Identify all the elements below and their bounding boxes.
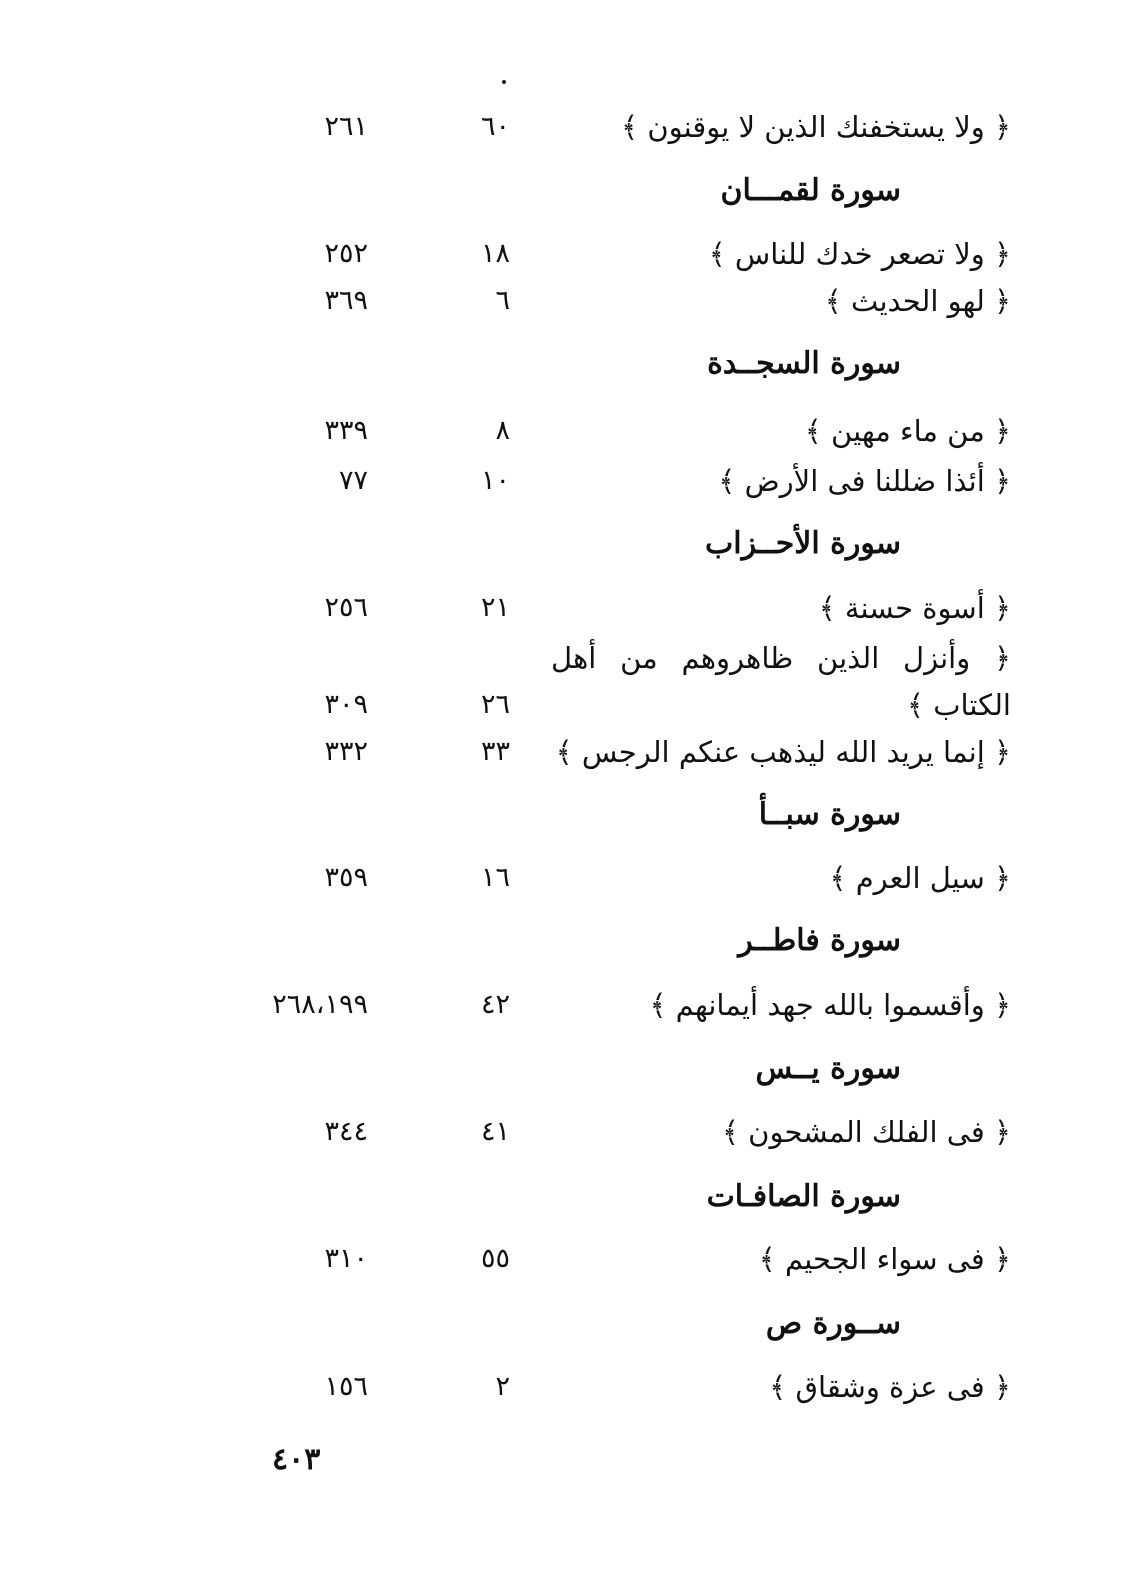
verse-text: ﴿ ولا يستخفنك الذين لا يوقنون ﴾ — [621, 110, 1011, 144]
verse-row — [0, 456, 1139, 506]
ayah-number: ٢ — [495, 1371, 510, 1402]
page-reference: ٣٠٩ — [324, 689, 368, 720]
surah-heading: ســورة ص — [765, 1306, 901, 1341]
verse-row — [0, 583, 1139, 633]
page-reference: ٢٥٢ — [324, 238, 368, 269]
verse-text: ﴿ لهو الحديث ﴾ — [824, 284, 1011, 318]
verse-row — [0, 406, 1139, 456]
page-reference: ٧٧ — [338, 465, 368, 496]
ayah-number: ٢١ — [480, 592, 510, 623]
verse-row — [0, 853, 1139, 903]
ayah-number: ٦٠ — [480, 111, 510, 142]
ayah-number: ١٠ — [480, 465, 510, 496]
ayah-number: ٤٢ — [480, 989, 510, 1020]
verse-row — [0, 680, 1139, 730]
surah-heading: سورة الصافـات — [706, 1179, 901, 1214]
verse-text: ﴿ أسوة حسنة ﴾ — [818, 591, 1011, 625]
verse-text: ﴿ فى عزة وشقاق ﴾ — [769, 1370, 1011, 1404]
page-reference: ٣٤٤ — [324, 1116, 368, 1147]
verse-row — [0, 1234, 1139, 1284]
verse-row — [0, 980, 1139, 1030]
verse-text: ﴿ إنما يريد الله ليذهب عنكم الرجس ﴾ — [555, 735, 1011, 769]
ink-dot — [502, 80, 506, 84]
surah-heading: سورة لقمـــان — [720, 173, 901, 208]
page-reference: ١٥٦ — [324, 1371, 368, 1402]
verse-text-multiline: ﴿ وأنزل الذين ظاهروهم من أهل الكتاب ﴾ — [551, 641, 1011, 722]
verse-row — [0, 229, 1139, 279]
page-reference: ٣٣٩ — [324, 415, 368, 446]
verse-text: ﴿ فى سواء الجحيم ﴾ — [758, 1242, 1011, 1276]
surah-heading: سورة فاطــر — [738, 923, 901, 958]
verse-text: ﴿ سيل العرم ﴾ — [829, 861, 1011, 895]
page-reference: ٢٦٨،١٩٩ — [272, 989, 368, 1020]
page-reference: ٣٣٢ — [324, 736, 368, 767]
page-reference: ٣٦٩ — [324, 285, 368, 316]
ayah-number: ٦ — [495, 285, 510, 316]
ayah-number: ٥٥ — [480, 1243, 510, 1274]
verse-text: ﴿ أئذا ضللنا فى الأرض ﴾ — [718, 464, 1011, 498]
ayah-number: ٢٦ — [480, 689, 510, 720]
surah-heading: سورة سبــأ — [758, 797, 901, 832]
verse-text: ﴿ فى الفلك المشحون ﴾ — [721, 1115, 1011, 1149]
ayah-number: ١٨ — [480, 238, 510, 269]
page-reference: ٢٦١ — [324, 111, 368, 142]
ayah-number: ١٦ — [480, 862, 510, 893]
verse-row — [0, 102, 1139, 152]
verse-row — [0, 727, 1139, 777]
verse-text: ﴿ ولا تصعر خدك للناس ﴾ — [708, 237, 1011, 271]
verse-row — [0, 1362, 1139, 1412]
page-number: ٤٠٣ — [272, 1442, 321, 1477]
verse-row — [0, 1107, 1139, 1157]
page-reference: ٣٥٩ — [324, 862, 368, 893]
surah-heading: سورة الأحــزاب — [705, 526, 901, 561]
verse-text: ﴿ وأقسموا بالله جهد أيمانهم ﴾ — [649, 988, 1011, 1022]
surah-heading: سورة السجــدة — [707, 346, 901, 381]
page-reference: ٢٥٦ — [324, 592, 368, 623]
verse-row — [0, 276, 1139, 326]
page-reference: ٣١٠ — [324, 1243, 368, 1274]
ayah-number: ٨ — [495, 415, 510, 446]
ayah-number: ٣٣ — [480, 736, 510, 767]
verse-text: ﴿ من ماء مهين ﴾ — [804, 414, 1011, 448]
surah-heading: سورة يــس — [755, 1051, 901, 1086]
ayah-number: ٤١ — [480, 1116, 510, 1147]
